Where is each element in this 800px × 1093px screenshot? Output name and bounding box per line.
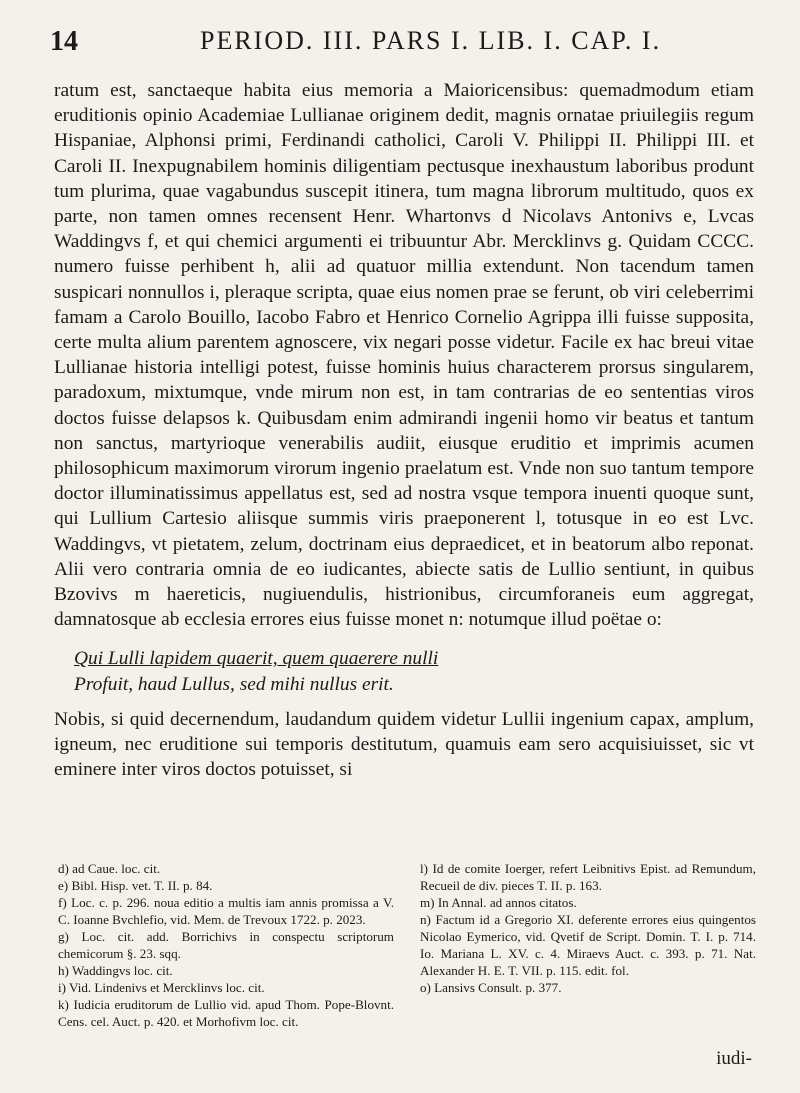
- footnote-h: h) Waddingvs loc. cit.: [58, 963, 173, 978]
- footnote-m: m) In Annal. ad annos citatos.: [420, 895, 577, 910]
- footnotes-left-column: [58, 860, 394, 1030]
- footnotes: [58, 860, 758, 1080]
- running-head: [40, 22, 760, 62]
- footnote-i: i) Vid. Lindenivs et Mercklinvs loc. cit.: [58, 980, 265, 995]
- footnotes-right-column: [420, 860, 756, 996]
- verse-quote: [74, 646, 754, 696]
- paragraph-1: ratum est, sanctaeque habita eius memoria a Maioricensibus: quemadmodum etiam eruditionis opinio Academiae Lullianae originem dedit, magnis ornatae priuilegiis regum Hispaniae, Alphonsi primi, Ferdinandi catholici, Caroli V. Philippi II. Philippi III. et Caroli II. Inexpugnabilem hominis diligentiam pectusque inexhaustum laboribus produnt tum plurima, quae vagabundus suscepit itinera, tum magna librorum multitudo, quos ex parte, non tamen omnes recensent Henr. Whartonvs d Nicolavs Antonivs e, Lvcas Waddingvs f, et qui chemici argumenti ei tribuuntur Abr. Mercklinvs g. Quidam CCCC. numero fuisse perhibent h, alii ad quatuor millia extendunt. Non tacendum tamen suspicari nonnullos i, pleraque scripta, quae eius nomen prae se ferunt, ob viri celeberrimi famam a Carolo Bouillo, Iacobo Fabro et Henrico Cornelio Agrippa illi fuisse supposita, certe multa alium parentem agnoscere, vix negari posse videtur. Facile ex hac breui vitae Lullianae historia intelligi potest, fuisse hominis huius characterem prorsus singularem, paradoxum, mixtumque, vnde mirum non est, in tam contrarias de eo sententias viros doctos fuisse delapsos k. Quibusdam enim admirandi ingenii homo vir beatus et tantum non sanctus, martyrioque venerabilis audiit, eiusque eruditio et imprimis acumen philosophicum maximorum virorum ingenio praelatum est. Vnde non suo tantum tempore doctor illuminatissimus appellatus est, sed ad nostra vsque tempora inuenti quoque sunt, qui Lullium Cartesio aliisque summis viris praeponerent l, totusque in eo est Lvc. Waddingvs, vt pietatem, zelum, doctrinam eius depraedicet, et in beatorum albo reponat. Alii vero contraria omnia de eo iudicantes, abiecte satis de Lullio sentiunt, in quibus Bzovivs m haereticis, nugiuendulis, histrionibus, circumforaneis eum aggregat, damnatosque ab ecclesia errores eius fuisse monet n: notumque illud poëtae o:: [54, 80, 754, 631]
- running-head-title: PERIOD. III. PARS I. LIB. I. CAP. I.: [200, 26, 662, 55]
- main-text: [54, 78, 754, 782]
- footnote-e: e) Bibl. Hisp. vet. T. II. p. 84.: [58, 878, 213, 893]
- footnote-d: d) ad Caue. loc. cit.: [58, 861, 161, 876]
- catchword: iudi-: [716, 1048, 752, 1069]
- paragraph-2: Nobis, si quid decernendum, laudandum quidem videtur Lullii ingenium capax, amplum, igneum, nec eruditione sui temporis destitutum, quamuis eam sero acquisiuisset, sic vt eminere inter viros doctos potuisset, si: [54, 708, 754, 781]
- footnote-l: l) Id de comite Ioerger, refert Leibnitivs Epist. ad Remundum, Recueil de div. pieces T. II. p. 163.: [420, 861, 756, 893]
- footnote-n: n) Factum id a Gregorio XI. deferente errores eius quingentos Nicolao Eymerico, vid. Qvetif de Script. Domin. T. I. p. 714. Io. Mariana L. XV. c. 4. Miraevs Auct. c. 393. p. 71. Nat. Alexander H. E. T. VII. p. 115. edit. fol.: [420, 912, 756, 978]
- verse-line-1: Qui Lulli lapidem quaerit, quem quaerere nulli: [74, 648, 439, 670]
- footnote-k: k) Iudicia eruditorum de Lullio vid. apud Thom. Pope-Blovnt. Cens. cel. Auct. p. 420. et Morhofivm loc. cit.: [58, 997, 394, 1029]
- footnote-f: f) Loc. c. p. 296. noua editio a multis iam annis promissa a V. C. Ioanne Bvchlefio, vid. Mem. de Trevoux 1722. p. 2023.: [58, 895, 394, 927]
- footnote-o: o) Lansivs Consult. p. 377.: [420, 980, 562, 995]
- verse-line-2: Profuit, haud Lullus, sed mihi nullus erit.: [74, 673, 394, 695]
- footnote-g: g) Loc. cit. add. Borrichivs in conspectu scriptorum chemicorum §. 23. sqq.: [58, 929, 394, 961]
- page-number: 14: [50, 26, 78, 57]
